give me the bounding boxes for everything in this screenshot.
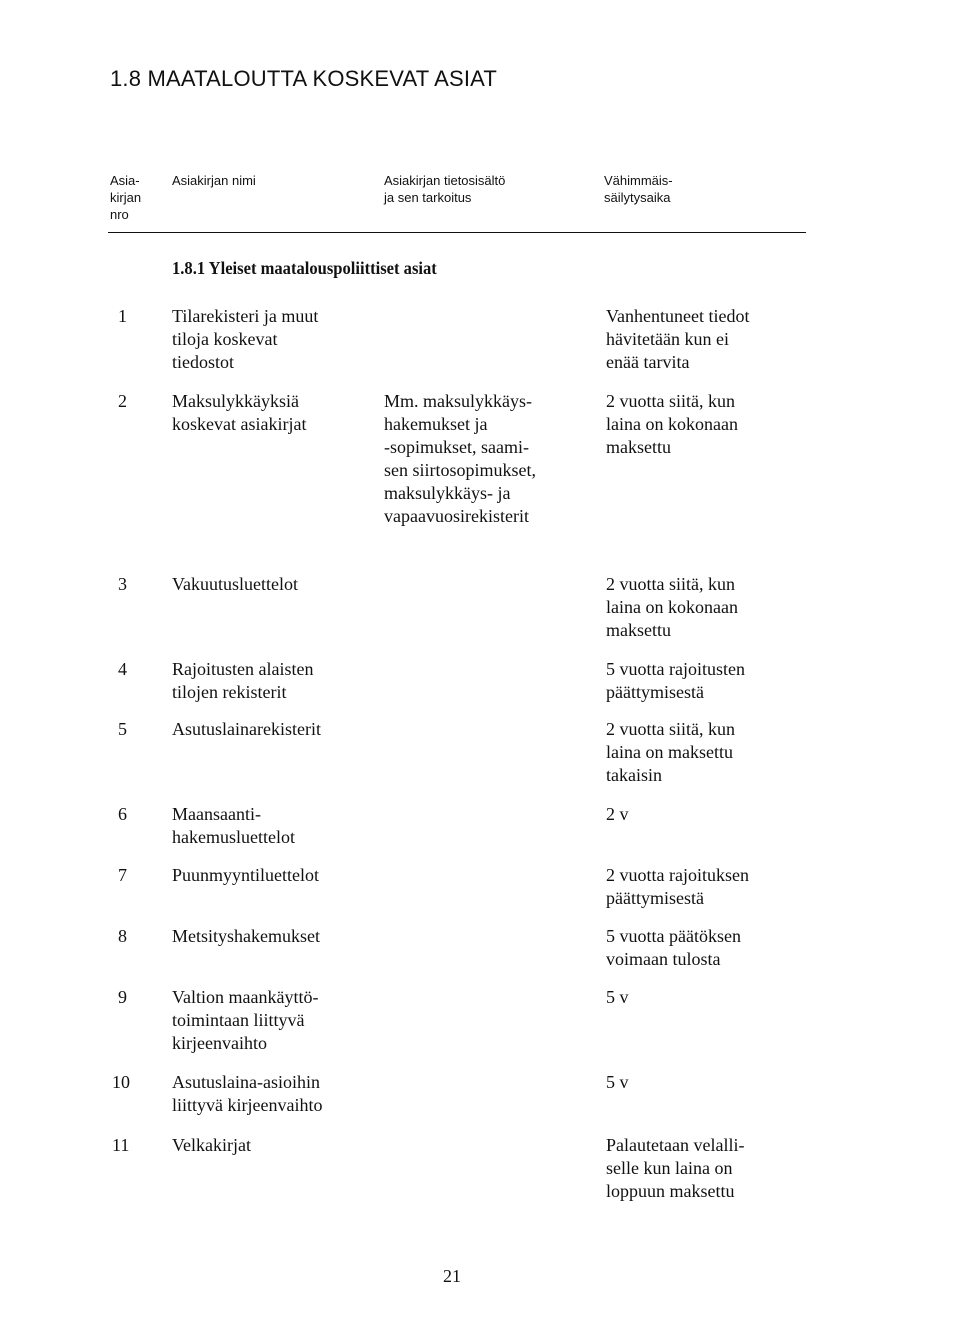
column-header-aika: Vähimmäis- säilytysaika — [604, 173, 673, 205]
retention-period: 5 v — [606, 1072, 629, 1092]
document-name: Metsityshakemukset — [172, 926, 320, 946]
document-name: Tilarekisteri ja muut tiloja koskevat tiedostot — [172, 306, 319, 372]
header-rule — [108, 232, 806, 233]
row-number: 6 — [118, 804, 127, 824]
row-number: 10 — [112, 1072, 130, 1092]
retention-period: 5 vuotta rajoitusten päättymisestä — [606, 659, 745, 702]
document-name: Asutuslainarekisterit — [172, 719, 321, 739]
document-name: Puunmyyntiluettelot — [172, 865, 319, 885]
retention-period: Vanhentuneet tiedot hävitetään kun ei enää tarvita — [606, 306, 750, 372]
retention-period: 2 vuotta siitä, kun laina on maksettu takaisin — [606, 719, 735, 785]
row-number: 1 — [118, 306, 127, 326]
row-number: 9 — [118, 987, 127, 1007]
document-name: Maksulykkäyksiä koskevat asiakirjat — [172, 391, 307, 434]
row-number: 8 — [118, 926, 127, 946]
page-title: 1.8 MAATALOUTTA KOSKEVAT ASIAT — [110, 66, 498, 91]
document-name: Maansaanti- hakemusluettelot — [172, 804, 295, 847]
document-name: Asutuslaina-asioihin liittyvä kirjeenvaihto — [172, 1072, 323, 1115]
document-content: Mm. maksulykkäys- hakemukset ja -sopimukset, saami- sen siirtosopimukset, maksulykkäys- ja vapaavuosirekisterit — [384, 391, 536, 526]
row-number: 11 — [112, 1135, 130, 1155]
retention-period: 5 v — [606, 987, 629, 1007]
section-title: 1.8.1 Yleiset maatalouspoliittiset asiat — [172, 258, 437, 278]
retention-period: 2 vuotta rajoituksen päättymisestä — [606, 865, 749, 908]
retention-period: 5 vuotta päätöksen voimaan tulosta — [606, 926, 741, 969]
row-number: 5 — [118, 719, 127, 739]
row-number: 4 — [118, 659, 127, 679]
retention-period: 2 v — [606, 804, 629, 824]
column-header-nro: Asia- kirjan nro — [110, 173, 142, 222]
column-header-sisalto: Asiakirjan tietosisältö ja sen tarkoitus — [384, 173, 506, 205]
document-name: Vakuutusluettelot — [172, 574, 298, 594]
row-number: 2 — [118, 391, 127, 411]
row-number: 7 — [118, 865, 127, 885]
document-name: Velkakirjat — [172, 1135, 251, 1155]
row-number: 3 — [118, 574, 127, 594]
document-name: Rajoitusten alaisten tilojen rekisterit — [172, 659, 314, 702]
page-number: 21 — [443, 1266, 461, 1286]
document-name: Valtion maankäyttö- toimintaan liittyvä kirjeenvaihto — [172, 987, 319, 1053]
retention-period: 2 vuotta siitä, kun laina on kokonaan maksettu — [606, 574, 738, 640]
column-header-nimi: Asiakirjan nimi — [172, 173, 256, 188]
retention-period: 2 vuotta siitä, kun laina on kokonaan maksettu — [606, 391, 738, 457]
retention-period: Palautetaan velalli- selle kun laina on loppuun maksettu — [606, 1135, 745, 1201]
